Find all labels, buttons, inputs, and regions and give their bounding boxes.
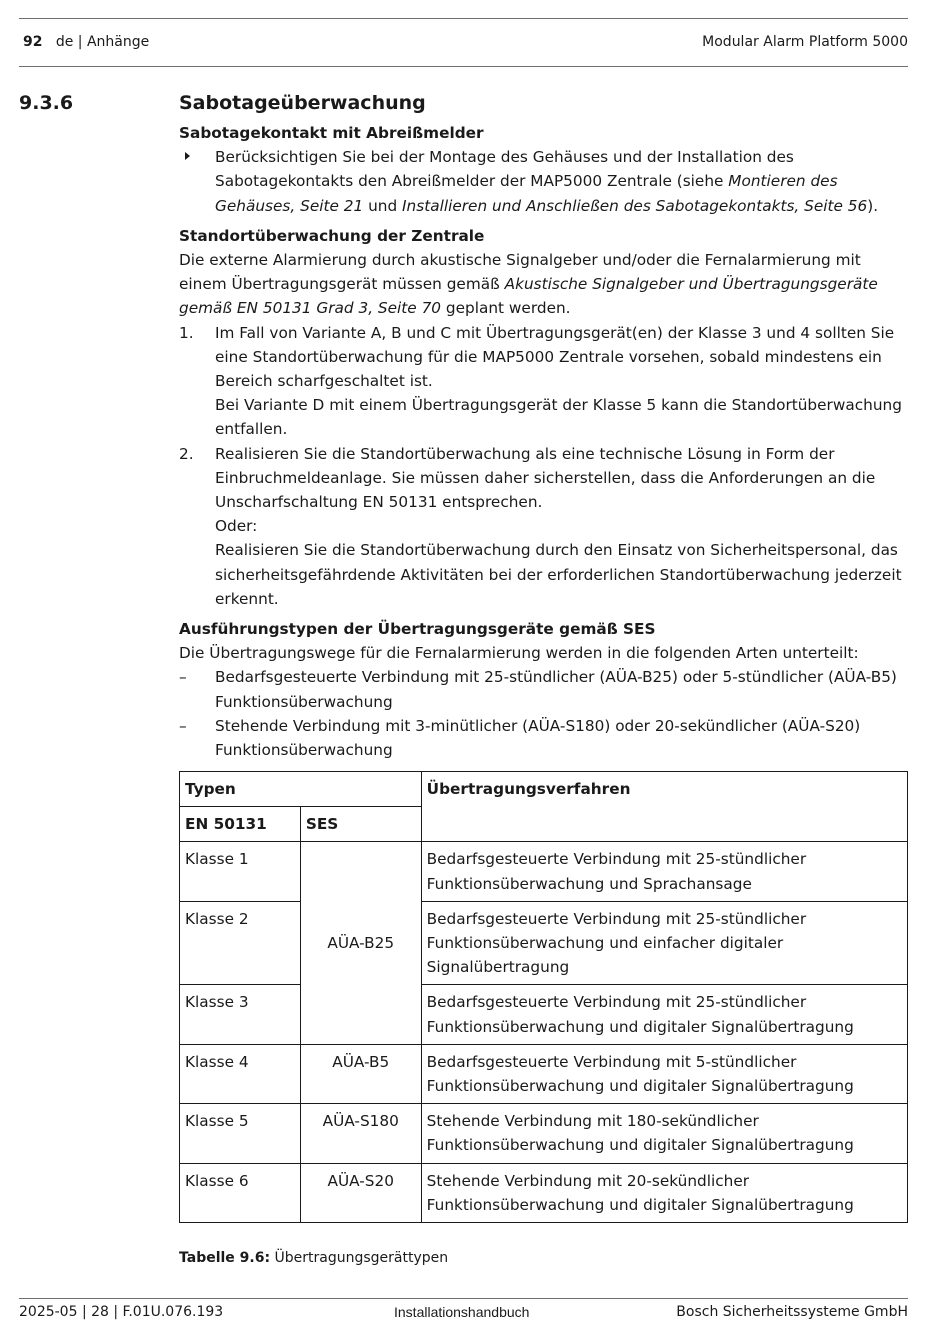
- caption-text: Übertragungsgerättypen: [270, 1250, 449, 1266]
- section-number: 9.3.6: [19, 92, 74, 114]
- table-cell-method: Stehende Verbindung mit 180-sekündlicher Funktionsüberwachung und digitaler Signalübertragung: [421, 1104, 907, 1163]
- table-cell-ses: AÜA-S20: [300, 1163, 421, 1222]
- table-row: [180, 901, 908, 985]
- tamper-ref-contact[interactable]: Installieren und Anschließen des Sabotagekontakts, Seite 56: [402, 196, 868, 215]
- table-row: [180, 1044, 908, 1103]
- tamper-text-before: Berücksichtigen Sie bei der Montage des Gehäuses und der Installation des Sabotagekontakts den Abreißmelder der MAP5000 Zentrale (siehe: [215, 148, 794, 191]
- footer-doc-id: 2025-05 | 28 | F.01U.076.193: [19, 1304, 224, 1320]
- table-head-en: EN 50131: [180, 807, 301, 842]
- types-heading: Ausführungstypen der Übertragungsgeräte gemäß SES: [179, 620, 656, 639]
- table-cell-method: Bedarfsgesteuerte Verbindung mit 25-stündlicher Funktionsüberwachung und Sprachansage: [421, 842, 907, 901]
- table-cell-method: Bedarfsgesteuerte Verbindung mit 25-stündlicher Funktionsüberwachung und einfacher digitaler Signalübertragung: [421, 901, 907, 985]
- step-number: 2.: [179, 444, 194, 463]
- table-row: [180, 985, 908, 1044]
- arrow-bullet-icon: [179, 145, 190, 169]
- page-header-left: [23, 33, 149, 51]
- site-heading: Standortüberwachung der Zentrale: [179, 226, 485, 245]
- caption-label: Tabelle 9.6:: [179, 1250, 271, 1266]
- header-rule-top: [19, 18, 908, 19]
- footer-rule: [19, 1298, 908, 1299]
- header-product: Modular Alarm Platform 5000: [702, 34, 908, 50]
- table-head-types: Typen: [180, 772, 422, 807]
- header-rule-bottom: [19, 66, 908, 67]
- site-step-2-text: Realisieren Sie die Standortüberwachung als eine technische Lösung in Form der Einbruchmeldeanlage. Sie müssen daher sicherstellen, dass die Anforderungen an die Unscharfschaltung EN 50131 entsprechen.: [215, 444, 876, 512]
- types-intro: Die Übertragungswege für die Fernalarmierung werden in die folgenden Arten unterteilt:: [179, 644, 859, 663]
- tamper-text-mid: und: [363, 196, 403, 215]
- tamper-text-after: ).: [867, 196, 879, 215]
- section-title: Sabotageüberwachung: [179, 92, 426, 114]
- tamper-ref-housing[interactable]: Montieren des Gehäuses, Seite 21: [215, 172, 838, 215]
- site-step-1-text: Im Fall von Variante A, B und C mit Übertragungsgerät(en) der Klasse 3 und 4 sollten Sie eine Standortüberwachung für die MAP5000 Zentrale vorsehen, sobald mindestens ein Bereich scharfgeschaltet ist.: [215, 323, 895, 391]
- table-cell-method: Bedarfsgesteuerte Verbindung mit 5-stündlicher Funktionsüberwachung und digitaler Signalübertragung: [421, 1044, 907, 1103]
- site-intro-before: Die externe Alarmierung durch akustische Signalgeber und/oder die Fernalarmierung mit einem Übertragungsgerät müssen gemäß: [179, 251, 861, 294]
- table-cell-ses: AÜA-B25: [300, 842, 421, 1044]
- footer-company: Bosch Sicherheitssysteme GmbH: [676, 1304, 908, 1320]
- table-head-method: Übertragungsverfahren: [421, 772, 907, 842]
- site-step-2-alt: Realisieren Sie die Standortüberwachung durch den Einsatz von Sicherheitspersonal, das sicherheitsgefährdende Aktivitäten bei der erforderlichen Standortüberwachung jederzeit erkennt.: [215, 541, 902, 608]
- transmission-types-table: [179, 771, 908, 1223]
- table-row: [180, 1163, 908, 1222]
- types-bullet-1-text: Bedarfsgesteuerte Verbindung mit 25-stündlicher (AÜA-B25) oder 5-stündlicher (AÜA-B5) Funktionsüberwachung: [215, 668, 897, 711]
- table-row: [180, 842, 908, 901]
- step-number: 1.: [179, 323, 194, 342]
- table-cell-klasse: Klasse 1: [180, 842, 301, 901]
- site-intro: [179, 248, 908, 321]
- table-row: [180, 1104, 908, 1163]
- dash-bullet: –: [179, 668, 187, 687]
- section-body: [179, 121, 908, 762]
- table-cell-ses: AÜA-S180: [300, 1104, 421, 1163]
- dash-bullet: –: [179, 716, 187, 735]
- types-bullet-2-text: Stehende Verbindung mit 3-minütlicher (AÜA-S180) oder 20-sekündlicher (AÜA-S20) Funktionsüberwachung: [215, 716, 861, 760]
- table-cell-klasse: Klasse 4: [180, 1044, 301, 1103]
- tamper-instruction: [179, 145, 908, 218]
- tamper-heading: Sabotagekontakt mit Abreißmelder: [179, 124, 484, 142]
- tamper-instruction-text: [215, 145, 908, 218]
- table-cell-method: Stehende Verbindung mit 20-sekündlicher Funktionsüberwachung und digitaler Signalübertragung: [421, 1163, 907, 1222]
- types-bullet-1: [179, 665, 908, 713]
- table-cell-klasse: Klasse 5: [180, 1104, 301, 1163]
- table-cell-klasse: Klasse 6: [180, 1163, 301, 1222]
- table-head-ses: SES: [300, 807, 421, 842]
- site-step-2: [179, 442, 908, 611]
- table-cell-method: Bedarfsgesteuerte Verbindung mit 25-stündlicher Funktionsüberwachung und digitaler Signalübertragung: [421, 985, 907, 1044]
- table-cell-klasse: Klasse 2: [180, 901, 301, 985]
- page-number: 92: [23, 34, 43, 50]
- site-step-1: [179, 321, 908, 442]
- table-caption: [179, 1249, 448, 1267]
- header-section-path: de | Anhänge: [55, 34, 150, 50]
- types-bullet-2: [179, 714, 908, 762]
- site-intro-ref[interactable]: Akustische Signalgeber und Übertragungsgeräte gemäß EN 50131 Grad 3, Seite 70: [179, 275, 878, 318]
- site-intro-after: geplant werden.: [441, 299, 571, 318]
- table-cell-klasse: Klasse 3: [180, 985, 301, 1044]
- table-header-row: [180, 772, 908, 807]
- table-cell-ses: AÜA-B5: [300, 1044, 421, 1103]
- site-step-2-or: Oder:: [215, 517, 258, 536]
- site-step-1-note: Bei Variante D mit einem Übertragungsgerät der Klasse 5 kann die Standortüberwachung entfallen.: [215, 396, 902, 439]
- footer-doc-type: Installationshandbuch: [394, 1304, 530, 1320]
